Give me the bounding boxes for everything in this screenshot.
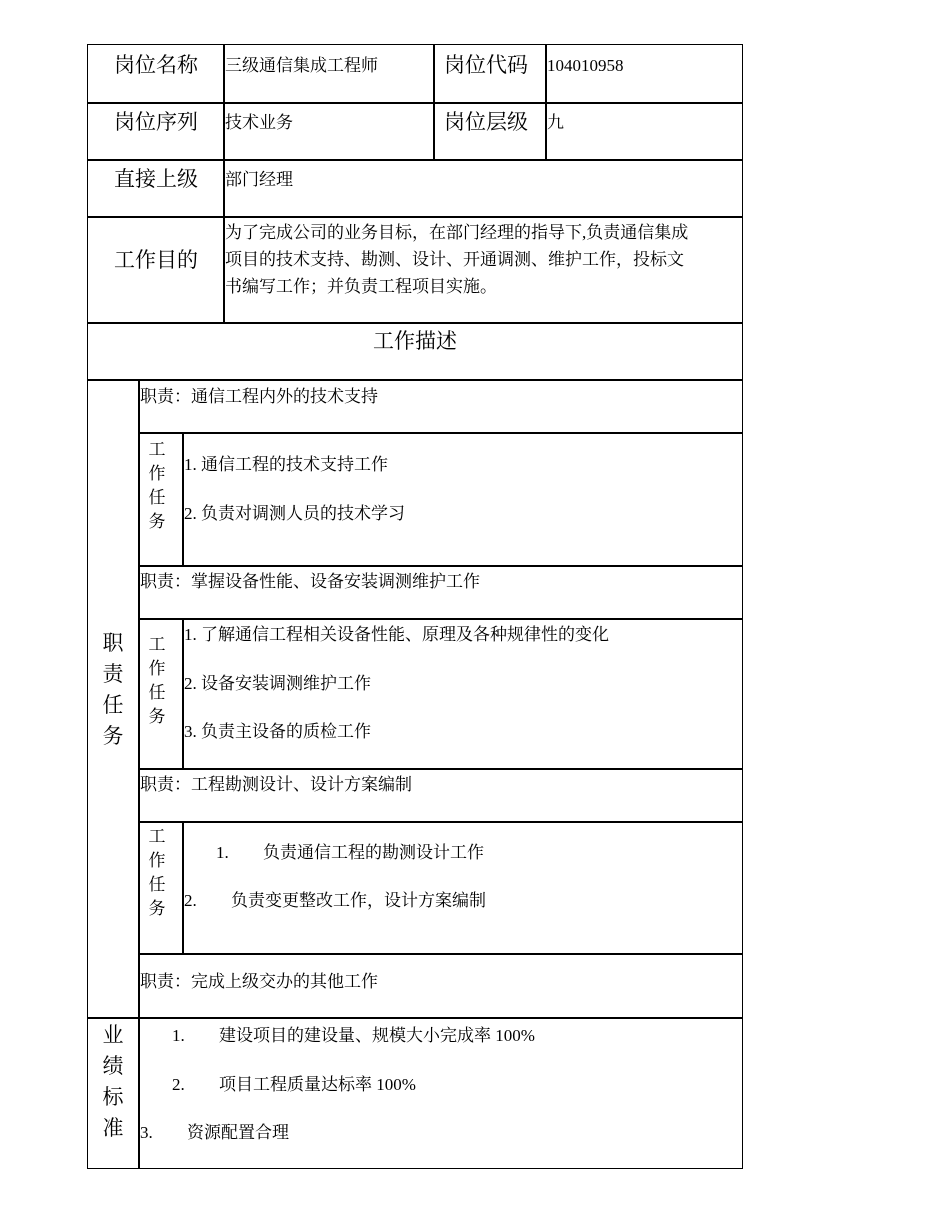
- level-value-cell: [545, 102, 743, 161]
- duty-title: 职责：工程勘测设计、设计方案编制: [140, 775, 412, 794]
- duty-title: 职责：掌握设备性能、设备安装调测维护工作: [140, 572, 480, 591]
- task-item-text: 负责通信工程的勘测设计工作: [263, 843, 484, 862]
- task-item-number: 1.: [216, 843, 229, 862]
- task-item-number: 2.: [184, 891, 197, 910]
- performance-number: 3.: [140, 1123, 153, 1142]
- description-title-cell: [87, 322, 743, 381]
- description-title: 工作描述: [373, 329, 457, 353]
- supervisor-label-cell: [87, 159, 225, 218]
- performance-label: 业 绩 标 准: [102, 1023, 124, 1140]
- purpose-label: 工作目的: [114, 248, 198, 272]
- task-item-text: 负责变更整改工作，设计方案编制: [231, 891, 486, 910]
- level-label: 岗位层级: [444, 110, 528, 134]
- title-value: 三级通信集成工程师: [225, 56, 378, 75]
- level-value: 九: [547, 113, 564, 132]
- duty-title: 职责：完成上级交办的其他工作: [140, 972, 378, 991]
- task-list-cell: [182, 432, 743, 567]
- code-label: 岗位代码: [444, 53, 528, 77]
- code-value: 104010958: [547, 56, 624, 75]
- purpose-label-cell: [87, 216, 225, 324]
- duty-title-cell: [138, 379, 743, 434]
- task-item: 2. 设备安装调测维护工作: [184, 674, 371, 693]
- task-item: 3. 负责主设备的质检工作: [184, 722, 371, 741]
- purpose-line: 为了完成公司的业务目标，在部门经理的指导下,负责通信集成: [225, 223, 689, 242]
- performance-text: 资源配置合理: [187, 1123, 289, 1142]
- performance-text: 项目工程质量达标率 100%: [219, 1075, 416, 1094]
- task-label: 工 作 任 务: [148, 827, 166, 918]
- purpose-value-cell: [223, 216, 743, 324]
- task-label-cell: [138, 618, 184, 770]
- title-value-cell: [223, 44, 435, 104]
- performance-number: 1.: [172, 1026, 185, 1045]
- task-item: 2. 负责对调测人员的技术学习: [184, 504, 405, 523]
- task-label-cell: [138, 821, 184, 955]
- task-item: 1. 通信工程的技术支持工作: [184, 455, 388, 474]
- level-label-cell: [433, 102, 547, 161]
- performance-number: 2.: [172, 1075, 185, 1094]
- series-label: 岗位序列: [114, 110, 198, 134]
- code-label-cell: [433, 44, 547, 104]
- code-value-cell: [545, 44, 743, 104]
- supervisor-value: 部门经理: [225, 170, 293, 189]
- duty-title: 职责：通信工程内外的技术支持: [140, 387, 378, 406]
- supervisor-value-cell: [223, 159, 743, 218]
- title-label-cell: [87, 44, 225, 104]
- task-label: 工 作 任 务: [148, 635, 166, 726]
- task-item: 1. 了解通信工程相关设备性能、原理及各种规律性的变化: [184, 625, 609, 644]
- task-list-cell: [182, 618, 743, 770]
- duties-label-cell: [87, 379, 140, 1019]
- series-value-cell: [223, 102, 435, 161]
- title-label: 岗位名称: [114, 53, 198, 77]
- duty-title-cell: [138, 953, 743, 1019]
- series-value: 技术业务: [225, 113, 293, 132]
- series-label-cell: [87, 102, 225, 161]
- performance-text: 建设项目的建设量、规模大小完成率 100%: [219, 1026, 535, 1045]
- duty-title-cell: [138, 565, 743, 620]
- task-list-cell: [182, 821, 743, 955]
- performance-list-cell: [138, 1017, 743, 1169]
- duties-label: 职 责 任 务: [102, 631, 124, 748]
- performance-label-cell: [87, 1017, 140, 1169]
- task-label-cell: [138, 432, 184, 567]
- purpose-line: 项目的技术支持、勘测、设计、开通调测、维护工作，投标文: [225, 250, 684, 269]
- supervisor-label: 直接上级: [114, 167, 198, 191]
- task-label: 工 作 任 务: [148, 440, 166, 531]
- duty-title-cell: [138, 768, 743, 823]
- purpose-line: 书编写工作；并负责工程项目实施。: [225, 277, 497, 296]
